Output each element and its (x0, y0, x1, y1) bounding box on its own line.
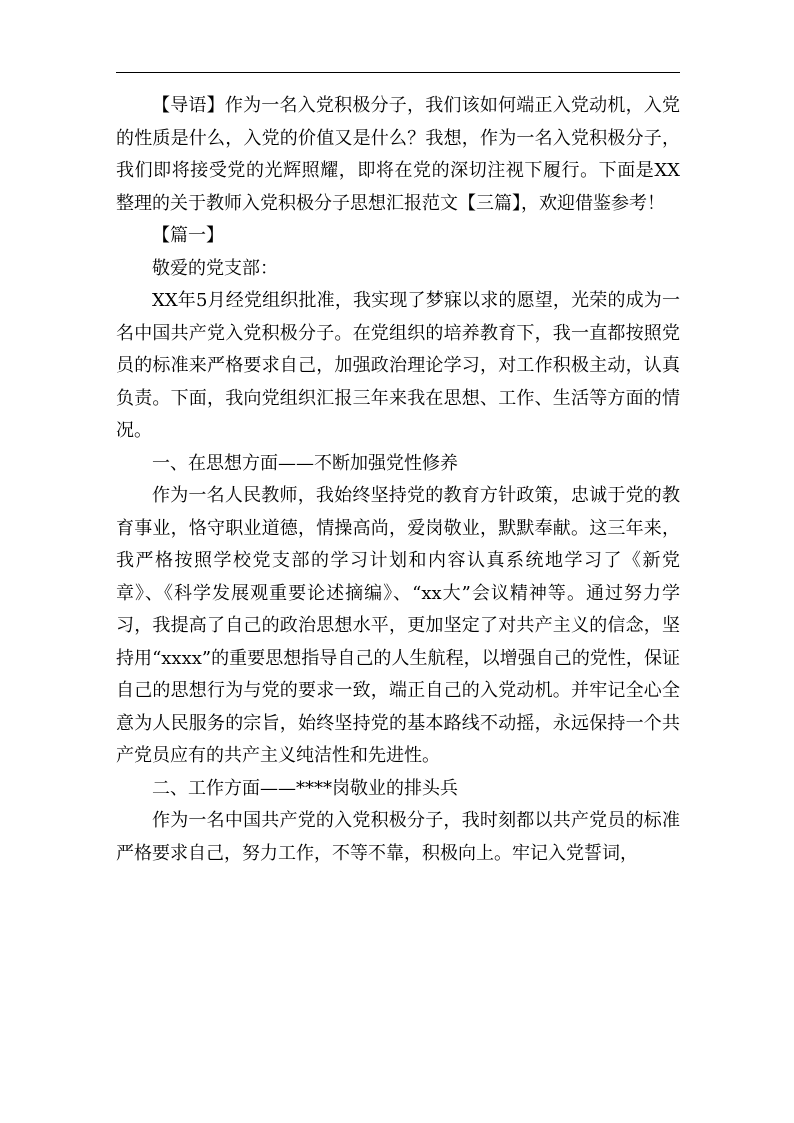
subheading: 一、在思想方面——不断加强党性修养 (152, 452, 458, 474)
document-body (116, 90, 680, 870)
intro-paragraph: 【导语】作为一名入党积极分子，我们该如何端正入党动机，入党的性质是什么，入党的价值又是什么？我想，作为一名入党积极分子，我们即将接受党的光辉照耀，即将在党的深切注视下履行。下面是XX整理的关于教师入党积极分子思想汇报范文【三篇】，欢迎借鉴参考！ (116, 95, 680, 214)
header-rule (116, 72, 680, 73)
subheading: 二、工作方面——****岗敬业的排头兵 (152, 777, 458, 799)
body-paragraph: 作为一名中国共产党的入党积极分子，我时刻都以共产党员的标准严格要求自己，努力工作，不等不靠，积极向上。牢记入党誓词， (116, 810, 680, 864)
body-paragraph: 作为一名人民教师，我始终坚持党的教育方针政策，忠诚于党的教育事业，恪守职业道德，情操高尚，爱岗敬业，默默奉献。这三年来，我严格按照学校党支部的学习计划和内容认真系统地学习了《新党章》、《科学发展观重要论述摘编》、“xx大”会议精神等。通过努力学习，我提高了自己的政治思想水平，更加坚定了对共产主义的信念，坚持用“xxxx”的重要思想指导自己的人生航程，以增强自己的党性，保证自己的思想行为与党的要求一致，端正自己的入党动机。并牢记全心全意为人民服务的宗旨，始终坚持党的基本路线不动摇，永远保持一个共产党员应有的共产主义纯洁性和先进性。 (116, 485, 680, 766)
body-paragraph: XX年5月经党组织批准，我实现了梦寐以求的愿望，光荣的成为一名中国共产党入党积极分子。在党组织的培养教育下，我一直都按照党员的标准来严格要求自己，加强政治理论学习，对工作积极主动，认真负责。下面，我向党组织汇报三年来我在思想、工作、生活等方面的情况。 (116, 290, 680, 441)
salutation: 敬爱的党支部： (152, 257, 278, 279)
section-heading: 【篇一】 (152, 225, 224, 246)
